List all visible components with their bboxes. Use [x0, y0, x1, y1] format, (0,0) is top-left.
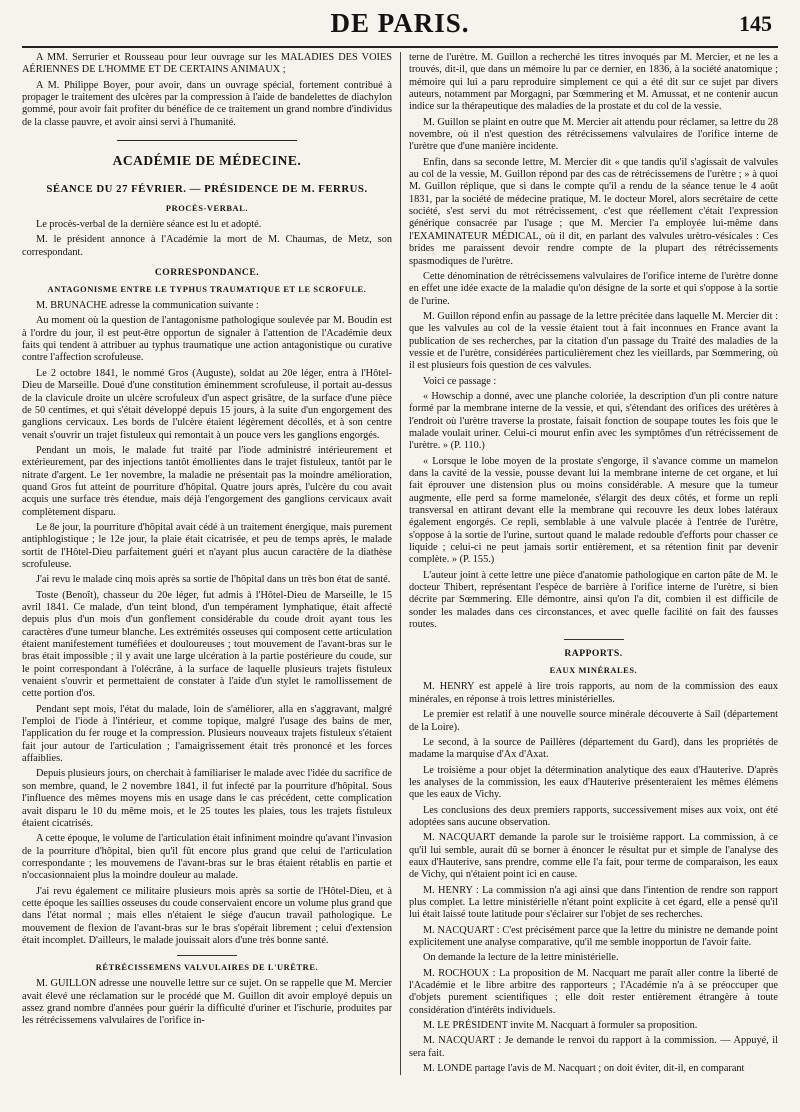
paragraph: Le 2 octobre 1841, le nommé Gros (Auguste), soldat au 20e léger, entra à l'Hôtel-Dieu de Marseille. Doué d'une constitution éminemment scrofuleuse, il portait au-dessus de la clavicule droite un ulcère scrofuleux d'un aspect grisâtre, de la surface d'une pièce de 50 centimes, et qui s'était développé depuis 15 jours, à la suite d'un engorgement des ganglions cervicaux. Les bords de l'ulcère étaient légèrement décollés, et à son centre venait s'ouvrir un trajet fistuleux qui remontait à un pouce vers les ganglions engorgés. [22, 367, 392, 441]
paragraph: Au moment où la question de l'antagonisme pathologique soulevée par M. Boudin est à l'ordre du jour, il est peut-être opportun de signaler à l'attention de l'Académie deux faits qui tendent à attribuer au typhus traumatique une action antagonistique ou curative contre l'affection scrofuleuse. [22, 315, 392, 364]
paragraph: Les conclusions des deux premiers rapports, successivement mises aux voix, ont été adoptées sans aucune observation. [409, 804, 778, 828]
paragraph: Depuis plusieurs jours, on cherchait à familiariser le malade avec l'idée du sacrifice de son membre, quand, le 2 novembre 1841, il fut infecté par la pourriture d'hôpital. Sous l'influence des mêmes moyens mis en usage dans le cas précédent, cette complication avait disparu le 10 du même mois, et le 25 toutes les plaies, tous les trajets fistuleux étaient cicatrisés. [22, 768, 392, 829]
paragraph: M. HENRY est appelé à lire trois rapports, au nom de la commission des eaux minérales, en réponse à trois lettres ministérielles. [409, 681, 778, 705]
section-heading: ACADÉMIE DE MÉDECINE. [112, 153, 302, 169]
paragraph: Le second, à la source de Paillères (département du Gard), dans les propriétés de madame la marquise d'Ax d'Axat. [409, 736, 778, 761]
paragraph: J'ai revu également ce militaire plusieurs mois après sa sortie de l'Hôtel-Dieu, et à cette époque les saillies osseuses du coude conservaient encore un volume plus grand que dans l'état normal ; mais elles n'étaient le siége d'aucun travail pathologique. Le mouvement de flexion de l'avant-bras sur le bras s'opérait librement ; celui d'extension était incomplet. D'ailleurs, le malade jouissait alors d'une très bonne santé. [22, 885, 392, 946]
paragraph: Voici ce passage : [423, 375, 497, 387]
paragraph: J'ai revu le malade cinq mois après sa sortie de l'hôpital dans un très bon état de santé. [36, 574, 391, 586]
paragraph: M. HENRY : La commission n'a agi ainsi que dans l'intention de rendre son rapport plus complet. La lettre ministérielle n'étant point explicite à cet égard, elle a pensé qu'il lui était laissé toute latitude pour s'éclairer sur l'objet de ses recherches. [409, 884, 778, 921]
article-heading: ANTAGONISME ENTRE LE TYPHUS TRAUMATIQUE ET LE SCROFULE. [47, 285, 367, 295]
paragraph: Cette dénomination de rétrécissemens valvulaires de l'orifice interne de l'urètre donne en effet une idée exacte de la maladie qu'on désigne de la sorte et qui s'oppose à la sortie de l'urine. [409, 270, 778, 307]
masthead-title: DE PARIS. [330, 8, 470, 38]
paragraph: Le troisième a pour objet la détermination analytique des eaux d'Hauterive. D'après les analyses de la commission, les eaux d'Hauterive présenteraient les mêmes élémens que les eaux de Vichy. [409, 764, 778, 801]
paragraph: On demande la lecture de la lettre ministérielle. [423, 952, 619, 964]
section-divider [177, 955, 237, 956]
subsection-heading: CORRESPONDANCE. [154, 267, 260, 279]
article-heading: RÉTRÉCISSEMENS VALVULAIRES DE L'URÈTRE. [95, 963, 319, 973]
subsection-heading: RAPPORTS. [564, 648, 623, 660]
page-number: 145 [739, 11, 772, 36]
paragraph: Toste (Benoît), chasseur du 20e léger, fut admis à l'Hôtel-Dieu de Marseille, le 15 avril 1841. Ce malade, d'un teint blond, d'un tempérament lymphatique, était affecté depuis plus d'un mois d'un gonflement considérable du coude droit ayant tous les caractères d'une tumeur blanche. Les extrémités osseuses qui composent cette articulation étaient manifestement tuméfiées et douloureuses ; tout mouvement de l'avant-bras sur le bras était impossible ; il y avait une large ulcération à la partie postérieure du coude, sur le point correspondant à l'olécrâne, à la surface de laquelle plusieurs trajets fistuleux venaient s'ouvrir et permettaient de constater à l'aide d'un stylet le ramollissement de cette portion d'os. [22, 589, 392, 700]
paragraph: M. Guillon répond enfin au passage de la lettre précitée dans laquelle M. Mercier dit : que les valvules au col de la vessie étaient tout à fait inconnues en France avant la publication de ses recherches, par la citation d'un passage du Traité des maladies de la vessie et de l'urètre, considérées particulièrement chez les vieillards, par Sœmmering, où il est plusieurs fois question de ces valvules. [409, 310, 778, 372]
paragraph: Enfin, dans sa seconde lettre, M. Mercier dit « que tandis qu'il s'agissait de valvules au col de la vessie, M. Guillon répond par des cas de rétrécissemens de l'urètre ; » à quoi M. Guillon réplique, que si dans le compte qu'il a rendu de la séance tenue le 4 août 1831, par la société de médecine pratique, M. le docteur Morel, alors secrétaire de cette société, s'est servi du mot rétrécissement, c'est que réellement c'était l'expression générique consacrée par l'usage ; que M. Mercier l'a employée lui-même dans l'EXAMINATEUR MÉDICAL, où il dit, en parlant des valvules urètro-vésicales : Ces brides me paraissent devoir rendre compte de la plupart des rétrécissements spasmodiques de l'urètre. [409, 156, 778, 267]
session-heading: SÉANCE DU 27 FÉVRIER. — PRÉSIDENCE DE M. FERRUS. [46, 183, 368, 196]
paragraph: Le procès-verbal de la dernière séance est lu et adopté. [36, 219, 262, 231]
award-paragraph: A M. Philippe Boyer, pour avoir, dans un ouvrage spécial, fortement contribué à propager le traitement des ulcères par la compression à l'aide de bandelettes de diachylon gommé, pour avoir fait profiter du bénéfice de ce traitement un grand nombre d'individus de la classe pauvre, et avoir ainsi servi à l'humanité. [22, 79, 392, 128]
quotation: « Howschip a donné, avec une planche coloriée, la description d'un pli contre nature formé par la membrane interne de la vessie, et qui, s'étendant des orifices des urétères à l'endroit où l'urètre traverse la prostate, faisait fonction de soupape toutes les fois que le malade voulait uriner. Celui-ci mourut enfin avec les symptômes d'un rétrécissement de l'urètre. » (P. 110.) [409, 390, 778, 452]
subsection-heading: PROCÈS-VERBAL. [165, 204, 249, 214]
paragraph: M. LE PRÉSIDENT invite M. Nacquart à formuler sa proposition. [423, 1020, 698, 1032]
section-divider [117, 140, 297, 141]
paragraph: M. NACQUART : Je demande le renvoi du rapport à la commission. — Appuyé, il sera fait. [409, 1035, 778, 1059]
quotation: « Lorsque le lobe moyen de la prostate s'engorge, il s'avance comme un mamelon dans la cavité de la vessie, pousse devant lui la membrane interne de cet organe, et lui fait éprouver une distension plus ou moins considérable. A mesure que la tumeur augmente, elle perd sa forme mamelonée, s'élargit des deux côtés, et forme un repli transversal en attirant devant elle la membrane qui recouvre les deux lobes latéraux également engorgés. Ce repli, semblable à une valvule placée à l'entrée de l'urètre, s'oppose à la sortie de l'urine, surtout quand le malade redouble d'efforts pour chasser ce liquide ; celui-ci ne peut jamais sortir entièrement, et sa rétention finit par devenir complète. » (P. 155.) [409, 455, 778, 566]
paragraph: M. LONDE partage l'avis de M. Nacquart ; on doit éviter, dit-il, en comparant [423, 1063, 745, 1075]
paragraph: M. le président annonce à l'Académie la mort de M. Chaumas, de Metz, son correspondant. [22, 234, 392, 258]
section-divider [564, 639, 624, 640]
masthead [22, 0, 778, 48]
paragraph: M. GUILLON adresse une nouvelle lettre sur ce sujet. On se rappelle que M. Mercier avait élevé une réclamation sur le procédé que M. Guillon dit avoir employé depuis un assez grand nombre d'années pour guérir la difficulté d'uriner et l'ischurie, produites par les rétrécissemens valvulaires de l'orifice in- [22, 978, 392, 1027]
paragraph: A cette époque, le volume de l'articulation était infiniment moindre qu'avant l'invasion de la pourriture d'hôpital, bien qu'il fût encore plus grand que celui de l'articulation correspondante ; les mouvemens de l'avant-bras sur le bras étaient rétablis en partie et n'occasionnaient plus la moindre douleur au malade. [22, 833, 392, 882]
paragraph: M. NACQUART : C'est précisément parce que la lettre du ministre ne demande point explicitement une analyse comparative, qu'il me semble inopportun de l'avoir faite. [409, 924, 778, 948]
paragraph: M. ROCHOUX : La proposition de M. Nacquart me paraît aller contre la liberté de l'Académie et le libre arbitre des rapporteurs ; l'Académie n'a à se préoccuper que d'objets purement scientifiques ; elle doit rester entièrement étrangère à toute considération d'intérêts individuels. [409, 967, 778, 1016]
award-paragraph: A MM. Serrurier et Rousseau pour leur ouvrage sur les MALADIES DES VOIES AÉRIENNES DE L'HOMME ET DE CERTAINS ANIMAUX ; [22, 52, 392, 76]
right-column [400, 52, 778, 1075]
article-heading: EAUX MINÉRALES. [549, 666, 638, 676]
paragraph: Le premier est relatif à une nouvelle source minérale découverte à Sail (département de la Loire). [409, 709, 778, 733]
paragraph: Pendant un mois, le malade fut traité par l'iode administré intérieurement et extérieurement, par des injections tantôt émollientes dans le trajet fistuleux, tantôt par le nitrate d'argent. Le 1er novembre, la maladie ne présentait pas la moindre amélioration, quand Gros fut atteint de pourriture d'hôpital. Quatre jours après, l'ulcère du cou avait acquis une surface très étendue, mais déjà l'engorgement des ganglions cervicaux avait complètement disparu. [22, 444, 392, 518]
paragraph: M. Guillon se plaint en outre que M. Mercier ait attendu pour réclamer, sa lettre du 28 novembre, où il n'est question des rétrécissemens valvulaires de l'orifice interne de l'urètre que d'une manière incidente. [409, 116, 778, 153]
paragraph: L'auteur joint à cette lettre une pièce d'anatomie pathologique en carton pâte de M. le docteur Thibert, représentant l'espèce de barrière à l'orifice interne de l'urètre, si bien décrite par Sœmmering. Elle démontre, ainsi qu'on l'a dit, combien il est difficile de sonder les malades dans ces circonstances, et avec quelle facilité on fait des fausses routes. [409, 569, 778, 631]
paragraph: M. BRUNACHE adresse la communication suivante : [36, 300, 259, 312]
paragraph: Le 8e jour, la pourriture d'hôpital avait cédé à un traitement énergique, mais purement antiphlogistique ; le 12e jour, la plaie était cicatrisée, et peu de temps après, le malade sortit de l'Hôtel-Dieu parfaitement guéri et n'ayant plus aucun caractère de la diathèse scrofuleuse. [22, 521, 392, 570]
left-column [22, 52, 400, 1075]
paragraph: Pendant sept mois, l'état du malade, loin de s'améliorer, alla en s'aggravant, malgré l'emploi de l'iode à l'intérieur, et comme topique, malgré l'usage des bains de mer, l'application du fer rouge et la compression. Plusieurs nouveaux trajets fistuleux s'étaient fait jour autour de l'articulation ; l'amaigrissement était très prononcé et les forces affaiblies. [22, 703, 392, 765]
paragraph: M. NACQUART demande la parole sur le troisième rapport. La commission, à ce qu'il lui semble, aurait dû se borner à énoncer le résultat pur et simple de l'analyse des eaux d'Hauterive, sans prendre, comme elle l'a fait, pour terme de comparaison, les eaux de Vichy, qui n'étaient point ici en cause. [409, 832, 778, 881]
text-columns [22, 52, 778, 1075]
paragraph: terne de l'urètre. M. Guillon a recherché les titres invoqués par M. Mercier, et ne les a trouvés, dit-il, que dans un mémoire lu par ce dernier, en 1836, à la société anatomique ; mémoire qui lui a paru reproduire simplement ce qui a été dit sur ce sujet par divers auteurs, notamment par Morgagni, par Sœmmering et M. Amussat, et ne contenir aucun indice sur la thérapeutique des maladies de la prostate et du col de la vessie. [409, 52, 778, 113]
